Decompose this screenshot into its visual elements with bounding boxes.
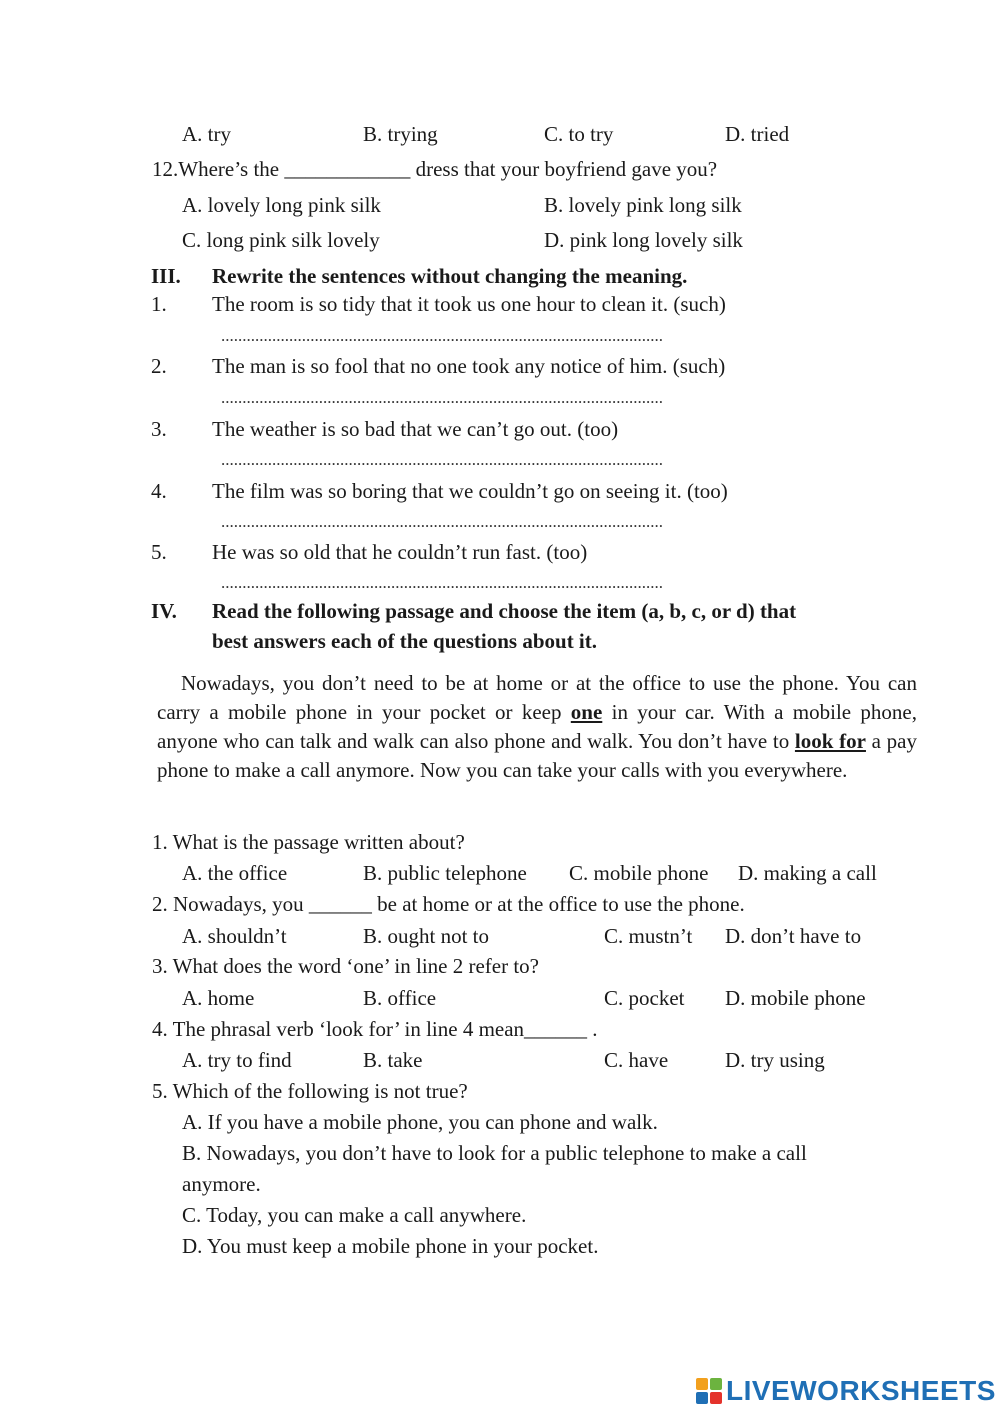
section4-number: IV.	[151, 599, 177, 623]
passage-underlined-look-for: look for	[794, 729, 866, 753]
passage-underlined-one: one	[570, 700, 603, 724]
reading-q3-option-c[interactable]: C. pocket	[604, 986, 685, 1010]
section3-title: Rewrite the sentences without changing the meaning.	[212, 264, 688, 288]
rewrite-item-1-text: The room is so tidy that it took us one hour to clean it. (such)	[212, 292, 726, 316]
rewrite-item-4-number: 4.	[151, 479, 167, 503]
q11-option-d[interactable]: D. tried	[725, 122, 790, 146]
reading-q3-option-d[interactable]: D. mobile phone	[725, 986, 866, 1010]
reading-q2-stem: 2. Nowadays, you ______ be at home or at the office to use the phone.	[152, 892, 745, 916]
reading-q2-option-d[interactable]: D. don’t have to	[725, 924, 862, 948]
logo-text: LIVEWORKSHEETS	[726, 1375, 996, 1406]
rewrite-item-3-answer-line[interactable]: ........................................................................................................	[221, 450, 663, 469]
reading-q4-option-d[interactable]: D. try using	[725, 1048, 825, 1072]
section3-number: III.	[151, 264, 181, 288]
reading-q5-stem: 5. Which of the following is not true?	[152, 1079, 468, 1103]
reading-q3-stem: 3. What does the word ‘one’ in line 2 refer to?	[152, 954, 540, 978]
reading-q4-option-c[interactable]: C. have	[604, 1048, 669, 1072]
passage-part-3: a pay phone to make a call anymore. Now you can take your calls with you everywhere.	[157, 729, 917, 782]
q12-option-a[interactable]: A. lovely long pink silk	[182, 193, 381, 217]
liveworksheets-logo	[696, 1375, 996, 1407]
reading-q3-option-b[interactable]: B. office	[363, 986, 437, 1010]
reading-q2-option-c[interactable]: C. mustn’t	[604, 924, 693, 948]
q12-stem: 12.Where’s the ____________ dress that your boyfriend gave you?	[152, 157, 718, 181]
q12-option-c[interactable]: C. long pink silk lovely	[182, 228, 380, 252]
rewrite-item-4-text: The film was so boring that we couldn’t go on seeing it. (too)	[212, 479, 728, 503]
q12-option-d[interactable]: D. pink long lovely silk	[544, 228, 743, 252]
reading-q4-option-a[interactable]: A. try to find	[182, 1048, 292, 1072]
reading-q5-option-c[interactable]: C. Today, you can make a call anywhere.	[182, 1203, 527, 1227]
rewrite-item-3-number: 3.	[151, 417, 167, 441]
q11-option-a[interactable]: A. try	[182, 122, 231, 146]
reading-passage	[157, 669, 917, 785]
rewrite-item-5-answer-line[interactable]: ........................................................................................................	[221, 573, 663, 592]
reading-q2-option-b[interactable]: B. ought not to	[363, 924, 490, 948]
section4-title-line2: best answers each of the questions about it.	[212, 629, 598, 653]
reading-q2-option-a[interactable]: A. shouldn’t	[182, 924, 287, 948]
rewrite-item-2-number: 2.	[151, 354, 167, 378]
rewrite-item-1-answer-line[interactable]: ........................................................................................................	[221, 326, 663, 345]
reading-q5-option-b[interactable]: B. Nowadays, you don’t have to look for a public telephone to make a call	[182, 1141, 807, 1165]
q11-option-b[interactable]: B. trying	[363, 122, 438, 146]
rewrite-item-3-text: The weather is so bad that we can’t go out. (too)	[212, 417, 619, 441]
rewrite-item-5-number: 5.	[151, 540, 167, 564]
passage-part-2: in your car. With a mobile phone, anyone who can talk and walk can also phone and walk. You don’t have to	[157, 700, 917, 753]
rewrite-item-2-answer-line[interactable]: ........................................................................................................	[221, 388, 663, 407]
reading-q1-option-c[interactable]: C. mobile phone	[569, 861, 709, 885]
reading-q5-option-a[interactable]: A. If you have a mobile phone, you can phone and walk.	[182, 1110, 658, 1134]
reading-q1-option-b[interactable]: B. public telephone	[363, 861, 527, 885]
rewrite-item-2-text: The man is so fool that no one took any notice of him. (such)	[212, 354, 726, 378]
passage-part-1: Nowadays, you don’t need to be at home or at the office to use the phone. You can carry a mobile phone in your pocket or keep	[157, 671, 917, 724]
q11-option-c[interactable]: C. to try	[544, 122, 614, 146]
logo-grid-icon	[696, 1378, 722, 1404]
section4-title-line1: Read the following passage and choose the item (a, b, c, or d) that	[212, 599, 797, 623]
q12-option-b[interactable]: B. lovely pink long silk	[544, 193, 742, 217]
reading-q4-stem: 4. The phrasal verb ‘look for’ in line 4 mean______ .	[152, 1017, 598, 1041]
reading-q1-option-a[interactable]: A. the office	[182, 861, 288, 885]
reading-q1-option-d[interactable]: D. making a call	[738, 861, 877, 885]
rewrite-item-4-answer-line[interactable]: ........................................................................................................	[221, 512, 663, 531]
rewrite-item-1-number: 1.	[151, 292, 167, 316]
reading-q5-option-d[interactable]: D. You must keep a mobile phone in your pocket.	[182, 1234, 599, 1258]
reading-q5-option-b-continued[interactable]: anymore.	[182, 1172, 261, 1196]
reading-q4-option-b[interactable]: B. take	[363, 1048, 423, 1072]
reading-q3-option-a[interactable]: A. home	[182, 986, 255, 1010]
reading-q1-stem: 1. What is the passage written about?	[152, 830, 465, 854]
rewrite-item-5-text: He was so old that he couldn’t run fast. (too)	[212, 540, 588, 564]
